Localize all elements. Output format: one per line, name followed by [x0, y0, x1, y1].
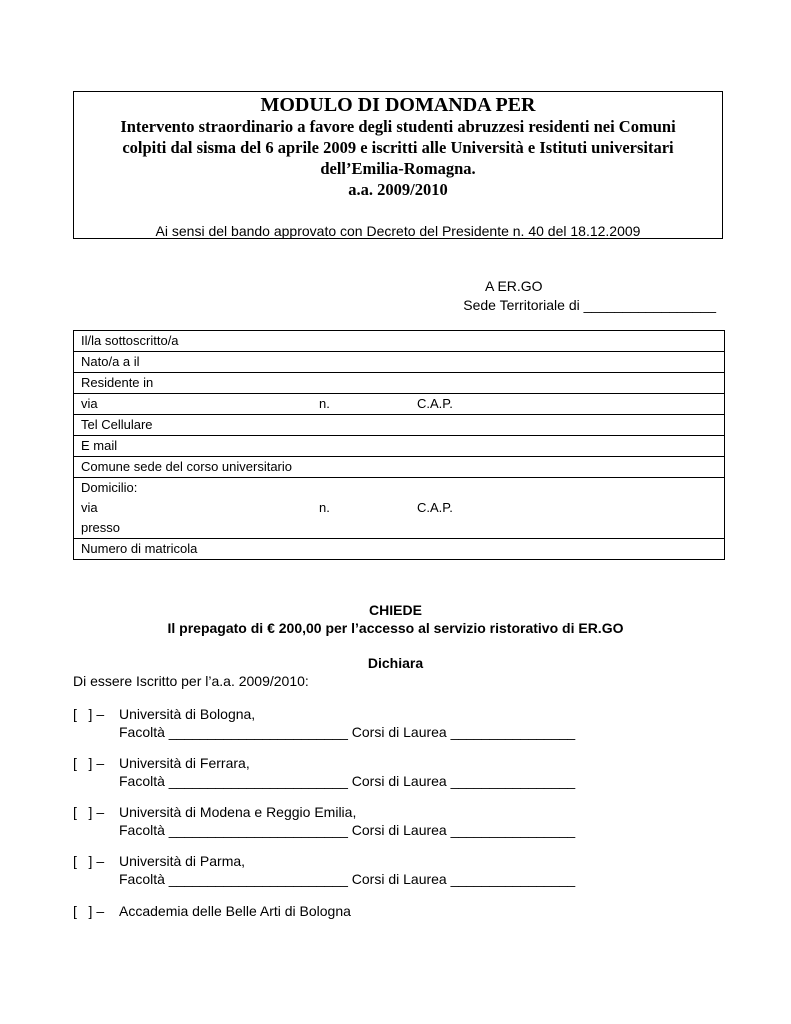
request-block	[0, 601, 791, 637]
recipient-name: A ER.GO	[485, 278, 543, 294]
checkbox[interactable]: [ ] –	[73, 706, 105, 722]
declaration-intro: Di essere Iscritto per l’a.a. 2009/2010:	[73, 673, 309, 689]
field-domicilio[interactable]	[74, 478, 725, 539]
checkbox[interactable]: [ ] –	[73, 755, 105, 771]
number-label: n.	[319, 396, 330, 411]
field-email[interactable]: E mail	[74, 436, 725, 457]
decree-reference: Ai sensi del bando approvato con Decreto del Presidente n. 40 del 18.12.2009	[155, 223, 641, 239]
field-matricola[interactable]: Numero di matricola	[74, 539, 725, 560]
field-residente[interactable]: Residente in	[74, 373, 725, 394]
applicant-data-table	[73, 330, 725, 560]
checkbox[interactable]: [ ] –	[73, 853, 105, 869]
via-label: via	[81, 396, 98, 411]
subtitle-line-2: colpiti dal sisma del 6 aprile 2009 e iscritti alle Università e Istituti universitari	[122, 138, 674, 157]
field-residence-address[interactable]	[74, 394, 725, 415]
field-comune[interactable]: Comune sede del corso universitario	[74, 457, 725, 478]
request-heading: CHIEDE	[369, 602, 422, 618]
presso-label: presso	[81, 520, 121, 535]
faculty-line[interactable]: Facoltà _______________________ Corsi di Laurea ________________	[119, 871, 576, 887]
domicilio-label: Domicilio:	[81, 480, 138, 495]
faculty-line[interactable]: Facoltà _______________________ Corsi di Laurea ________________	[119, 822, 576, 838]
subtitle-line-1: Intervento straordinario a favore degli studenti abruzzesi residenti nei Comuni	[120, 117, 676, 136]
field-sottoscritto[interactable]: Il/la sottoscritto/a	[74, 331, 725, 352]
academic-year: a.a. 2009/2010	[348, 180, 448, 199]
cap-label: C.A.P.	[417, 396, 453, 411]
subtitle-line-3: dell’Emilia-Romagna.	[320, 159, 476, 178]
faculty-line[interactable]: Facoltà _______________________ Corsi di Laurea ________________	[119, 773, 576, 789]
field-tel[interactable]: Tel Cellulare	[74, 415, 725, 436]
via2-label: via	[81, 500, 98, 515]
recipient-block	[430, 277, 730, 315]
faculty-line[interactable]: Facoltà _______________________ Corsi di Laurea ________________	[119, 724, 576, 740]
field-nato[interactable]: Nato/a a il	[74, 352, 725, 373]
university-name: Università di Bologna,	[119, 706, 256, 722]
header-box	[73, 91, 723, 239]
university-name: Accademia delle Belle Arti di Bologna	[119, 903, 351, 919]
recipient-office[interactable]: Sede Territoriale di _________________	[463, 297, 716, 313]
number2-label: n.	[319, 500, 330, 515]
request-detail: Il prepagato di € 200,00 per l’accesso al servizio ristorativo di ER.GO	[167, 620, 624, 636]
checkbox[interactable]: [ ] –	[73, 903, 105, 919]
cap2-label: C.A.P.	[417, 500, 453, 515]
form-title: MODULO DI DOMANDA PER	[260, 94, 536, 116]
checkbox[interactable]: [ ] –	[73, 804, 105, 820]
university-name: Università di Modena e Reggio Emilia,	[119, 804, 357, 820]
university-name: Università di Ferrara,	[119, 755, 250, 771]
declaration-heading: Dichiara	[367, 655, 424, 671]
university-name: Università di Parma,	[119, 853, 246, 869]
